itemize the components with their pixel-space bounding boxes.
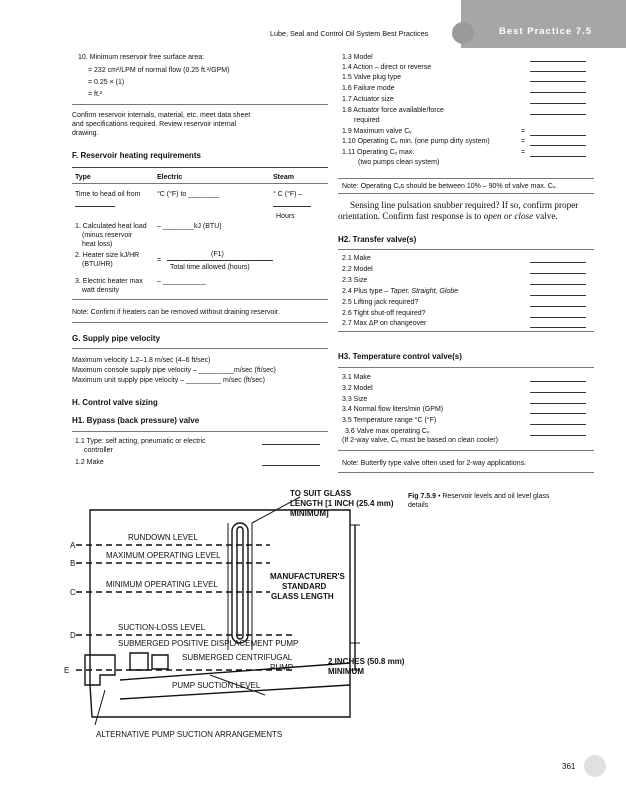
divider	[72, 322, 328, 323]
row2-eq: =	[157, 257, 162, 264]
row3-label-2: watt density	[82, 287, 119, 294]
section-h3-title: H3. Temperature control valve(s)	[338, 352, 462, 361]
label-manufacturer-2: STANDARD	[282, 582, 327, 591]
divider	[338, 450, 594, 451]
label-manufacturer-1: MANUFACTURER'S	[270, 572, 345, 581]
label-two-inches-2: MINIMUM	[328, 667, 364, 676]
row2-label-2: (BTU/HR)	[82, 261, 113, 268]
confirm-text-1: Confirm reservoir internals, material, etc. meet data sheet	[72, 112, 251, 119]
list-item: 2.5 Lifting jack required?	[342, 299, 419, 306]
blank-line	[530, 92, 586, 93]
section-f-note: Note: Confirm if heaters can be removed without draining reservoir.	[72, 309, 280, 316]
row3-label-1: 3. Electric heater max	[75, 278, 143, 285]
list-item: 1.3 Model	[342, 54, 373, 61]
row-time-electric: °C (°F) to ________	[157, 191, 220, 198]
table-top-rule	[72, 167, 328, 168]
list-item: 3.4 Normal flow liters/min (GPM)	[342, 406, 444, 413]
blank-line	[530, 71, 586, 72]
list-item: 1.9 Maximum valve Cᵥ	[342, 128, 412, 135]
serif-para-italic: open or close	[483, 211, 534, 221]
section-tab-label: Best Practice 7.5	[499, 26, 593, 37]
section-g-title: G. Supply pipe velocity	[72, 334, 161, 343]
item11-line1: 1.1 Type: self acting, pneumatic or electric	[75, 438, 206, 445]
figure-caption-text: Reservoir levels and oil level glass	[442, 493, 550, 500]
equals-sign: =	[521, 128, 526, 135]
reservoir-levels-diagram	[60, 485, 530, 750]
blank-line	[530, 61, 586, 62]
label-rundown: RUNDOWN LEVEL	[128, 533, 198, 542]
divider	[338, 178, 594, 179]
blank-line	[262, 444, 320, 445]
blank-line	[75, 206, 115, 207]
serif-para-line2	[338, 211, 558, 223]
header-circle-decoration	[452, 22, 474, 44]
list-item: 2.7 Max ΔP on changeover	[342, 320, 427, 327]
section-g-line2: Maximum console supply pipe velocity – _________m/sec (ft/sec)	[72, 367, 276, 374]
item11-line2: controller	[84, 447, 113, 454]
label-two-inches-1: 2 INCHES (50.8 mm)	[328, 657, 405, 666]
list-item: 1.8 Actuator force available/force	[342, 107, 444, 114]
blank-line	[530, 403, 586, 404]
list-item: 2.2 Model	[342, 266, 373, 273]
blank-line	[530, 392, 586, 393]
blank-line	[530, 114, 586, 115]
blank-line	[530, 273, 586, 274]
section-h-title: H. Control valve sizing	[72, 398, 158, 407]
figure-caption-text-2: details	[408, 502, 429, 509]
plug-types: Taper, Straight, Globe	[390, 288, 459, 295]
blank-line	[530, 317, 586, 318]
letter-d: D	[70, 631, 76, 640]
label-suit-glass-3: MINIMUM]	[290, 509, 329, 518]
row2-label-1: 2. Heater size kJ/HR	[75, 252, 140, 259]
row3-value: – ___________	[157, 278, 206, 285]
blank-line	[530, 327, 586, 328]
blank-line	[530, 435, 586, 436]
list-item: 1.4 Action – direct or reverse	[342, 64, 432, 71]
blank-line	[530, 103, 586, 104]
label-suction-loss: SUCTION-LOSS LEVEL	[118, 623, 206, 632]
label-submerged-cf-1: SUBMERGED CENTRIFUGAL	[182, 653, 293, 662]
list-item: 3.5 Temperature range °C (°F)	[342, 417, 437, 424]
letter-e: E	[64, 666, 70, 675]
list-item: 1.5 Valve plug type	[342, 74, 402, 81]
divider	[338, 367, 594, 368]
item10-line3: = ft.²	[88, 91, 103, 98]
item10-title: 10. Minimum reservoir free surface area:	[78, 54, 205, 61]
section-h2-title: H2. Transfer valve(s)	[338, 235, 417, 244]
list-item: 2.3 Size	[342, 277, 368, 284]
list-item: 3.6 Valve max operating Cᵥ	[345, 428, 430, 435]
col-type: Type	[75, 174, 91, 181]
col-electric: Electric	[157, 174, 183, 181]
list-item-text: 2.4 Plus type –	[342, 288, 391, 295]
divider	[338, 472, 594, 473]
list-item: 3.3 Size	[342, 396, 368, 403]
blank-line	[530, 295, 586, 296]
letter-a: A	[70, 541, 76, 550]
page-number: 361	[562, 762, 576, 771]
section-g-line1: Maximum velocity 1.2–1.8 m/sec (4–6 ft/sec)	[72, 357, 211, 364]
label-alt-pump: ALTERNATIVE PUMP SUCTION ARRANGEMENTS	[96, 730, 283, 739]
section-f-title: F. Reservoir heating requirements	[72, 151, 201, 160]
list-item	[342, 287, 458, 296]
label-submerged-cf-2: PUMP	[270, 663, 294, 672]
divider	[72, 431, 328, 432]
blank-line	[262, 465, 320, 466]
row1-label-2: (minus reservoir	[82, 232, 133, 239]
label-min-operating: MINIMUM OPERATING LEVEL	[106, 580, 218, 589]
list-item: 1.11 Operating Cᵥ max.	[342, 149, 415, 156]
divider	[338, 193, 594, 194]
divider	[72, 348, 328, 349]
row2-denominator: Total time allowed (hours)	[170, 264, 250, 271]
list-item: 2.1 Make	[342, 255, 371, 262]
blank-line	[530, 135, 586, 136]
section-h1-title: H1. Bypass (back pressure) valve	[72, 416, 200, 425]
serif-para-line2-text: orientation. Confirm fast response is to	[338, 211, 482, 221]
label-manufacturer-3: GLASS LENGTH	[271, 592, 334, 601]
blank-line	[530, 262, 586, 263]
blank-line	[530, 381, 586, 382]
list-item: 3.1 Make	[342, 374, 371, 381]
section-tab	[461, 0, 626, 48]
centrifugal-pump	[152, 655, 168, 669]
sight-glass-inner	[237, 527, 243, 639]
row-time-label: Time to head oil from	[75, 191, 141, 198]
divider	[72, 299, 328, 300]
list-item: (two pumps clean system)	[358, 159, 440, 166]
row-time-steam: ° C (°F) –	[273, 191, 303, 198]
item10-line1: = 232 cm²/LPM of normal flow (0.25 ft.²/GPM)	[88, 67, 230, 74]
running-title: Lube, Seal and Control Oil System Best Practices	[270, 29, 429, 38]
figure-number: Fig 7.5.9	[408, 493, 437, 500]
letter-c: C	[70, 588, 76, 597]
label-suit-glass-1: TO SUIT GLASS	[290, 489, 352, 498]
list-item: (If 2-way valve, Cᵥ must be based on clean cooler)	[342, 437, 498, 444]
row1-label-3: heat loss)	[82, 241, 113, 248]
label-max-operating: MAXIMUM OPERATING LEVEL	[106, 551, 221, 560]
item12: 1.2 Make	[75, 459, 104, 466]
col-steam: Steam	[273, 174, 295, 181]
list-item: 1.6 Failure mode	[342, 85, 395, 92]
list-item: required	[354, 117, 380, 124]
page-number-circle	[584, 755, 606, 777]
divider	[72, 104, 328, 105]
letter-b: B	[70, 559, 76, 568]
confirm-text-3: drawing.	[72, 130, 99, 137]
serif-para-end: valve.	[533, 211, 558, 221]
item10-line2: = 0.25 × (1)	[88, 79, 125, 86]
fraction-bar	[167, 260, 273, 261]
blank-line	[530, 156, 586, 157]
divider	[338, 331, 594, 332]
blank-line	[530, 413, 586, 414]
blank-line	[530, 424, 586, 425]
sight-glass	[232, 523, 248, 643]
row1-label-1: 1. Calculated heat load	[75, 223, 147, 230]
table-header-rule	[72, 183, 328, 184]
list-item: 3.2 Model	[342, 385, 373, 392]
note-butterfly: Note: Butterfly type valve often used for 2-way applications.	[342, 460, 527, 467]
row-time-hours: Hours	[276, 213, 295, 220]
blank-line	[530, 284, 586, 285]
equals-sign: =	[521, 138, 526, 145]
list-item: 1.7 Actuator size	[342, 96, 394, 103]
figure-caption: Fig 7.5.9 • Reservoir levels and oil level glass details	[408, 493, 550, 509]
blank-line	[273, 206, 311, 207]
list-item: 1.10 Operating Cᵥ min. (one pump dirty system)	[342, 138, 490, 145]
divider	[338, 249, 594, 250]
blank-line	[530, 145, 586, 146]
serif-para-line1: Sensing line pulsation snubber required? If so, confirm proper	[350, 200, 579, 210]
label-pump-suction: PUMP SUCTION LEVEL	[172, 681, 261, 690]
row2-numerator: (F1)	[211, 251, 224, 258]
row1-value: – ________kJ (BTU)	[157, 223, 222, 230]
note-operating-cv: Note: Operating Cᵥs should be between 10% – 90% of valve max. Cᵥ.	[342, 183, 558, 190]
label-suit-glass-2: LENGTH [1 INCH (25.4 mm)	[290, 499, 394, 508]
section-g-line3: Maximum unit supply pipe velocity – _________ m/sec (ft/sec)	[72, 377, 265, 384]
blank-line	[530, 306, 586, 307]
confirm-text-2: and specifications required. Review reservoir internal	[72, 121, 237, 128]
label-submerged-pd: SUBMERGED POSITIVE DISPLACEMENT PUMP	[118, 639, 299, 648]
alt-pump-mid	[130, 653, 148, 670]
blank-line	[530, 81, 586, 82]
equals-sign: =	[521, 149, 526, 156]
list-item: 2.6 Tight shut-off required?	[342, 310, 426, 317]
